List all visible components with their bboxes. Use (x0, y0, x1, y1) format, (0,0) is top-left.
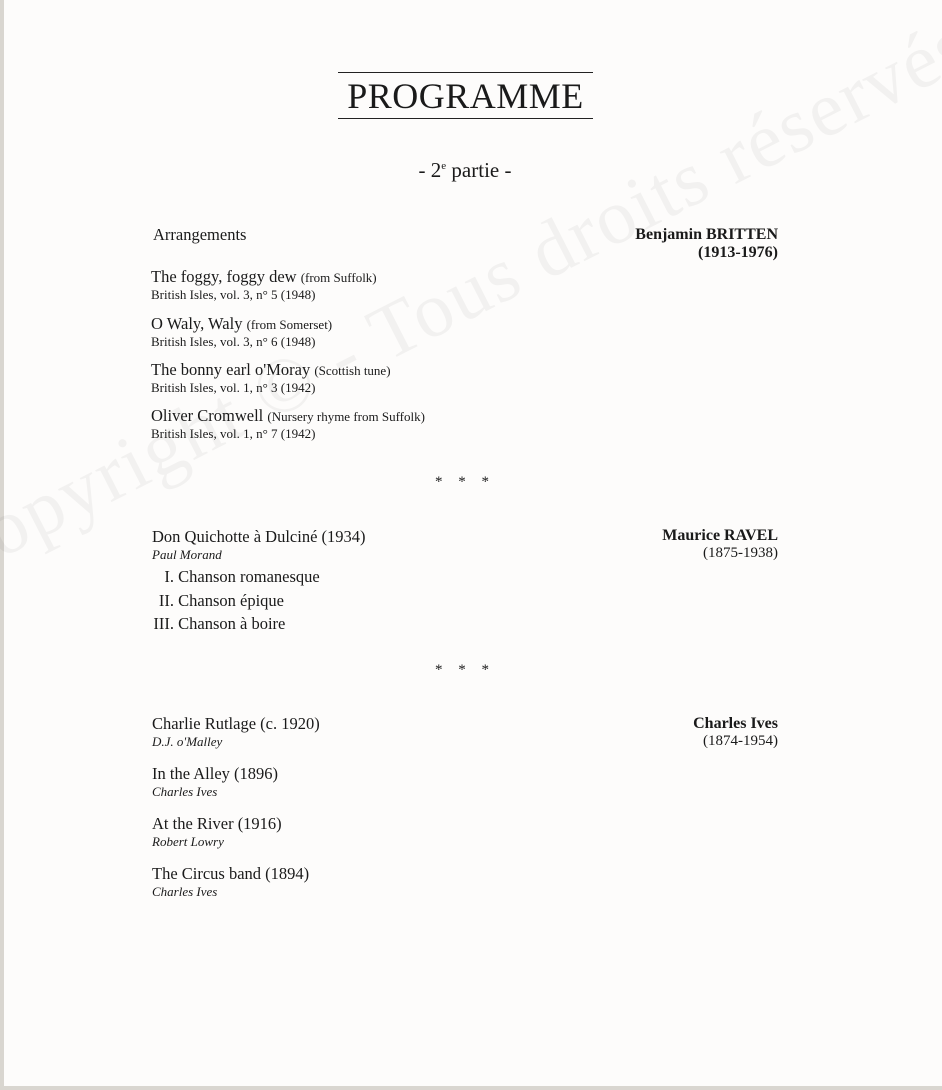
subtitle-prefix: - 2 (418, 158, 442, 182)
work-title: Don Quichotte à Dulciné (1934) (152, 527, 366, 546)
subtitle-suffix: partie - (446, 158, 512, 182)
ives-song (152, 814, 282, 850)
britten-name: Benjamin BRITTEN (635, 226, 778, 243)
arrangements-heading: Arrangements (153, 225, 247, 244)
ravel-work (152, 527, 366, 563)
page-edge-bottom (0, 1086, 942, 1090)
song-poet: D.J. o'Malley (152, 734, 223, 749)
ives-song (152, 714, 320, 750)
section-separator: * * * (435, 474, 495, 490)
song-title: At the River (1916) (152, 814, 282, 833)
movement-number: II. (158, 591, 174, 610)
song-title: Charlie Rutlage (c. 1920) (152, 714, 320, 733)
ives-composer: Charles Ives (693, 715, 778, 732)
song-note: (Scottish tune) (314, 363, 391, 378)
movement-item (146, 591, 284, 611)
subtitle-sup: e (441, 160, 447, 172)
movement-title: Chanson romanesque (178, 567, 320, 586)
song-note: (Nursery rhyme from Suffolk) (267, 409, 425, 424)
song-poet: Charles Ives (152, 784, 218, 799)
ravel-dates: (1875-1938) (703, 545, 778, 561)
ravel-composer: Maurice RAVEL (662, 527, 778, 544)
movement-number: III. (153, 614, 174, 633)
song-title: The Circus band (1894) (152, 864, 310, 883)
song-title: In the Alley (1896) (152, 764, 279, 783)
ives-song (152, 764, 278, 800)
britten-dates: (1913-1976) (698, 244, 778, 261)
song-title: O Waly, Waly (151, 314, 243, 333)
song-note: (from Somerset) (246, 317, 333, 332)
song-title: The bonny earl o'Moray (151, 360, 311, 379)
song-title: Oliver Cromwell (151, 406, 264, 425)
song-detail: British Isles, vol. 3, n° 6 (1948) (151, 334, 316, 349)
part-subtitle (0, 158, 930, 183)
movement-title: Chanson à boire (178, 614, 286, 633)
song-detail: British Isles, vol. 1, n° 3 (1942) (151, 380, 316, 395)
britten-song (151, 406, 425, 442)
movement-number: I. (164, 567, 174, 586)
song-note: (from Suffolk) (300, 270, 377, 285)
song-detail: British Isles, vol. 3, n° 5 (1948) (151, 287, 316, 302)
ives-dates: (1874-1954) (703, 733, 778, 749)
title-box (338, 72, 593, 119)
britten-composer (635, 226, 778, 262)
song-detail: British Isles, vol. 1, n° 7 (1942) (151, 426, 316, 441)
britten-song (151, 314, 332, 350)
britten-song (151, 267, 377, 303)
song-title: The foggy, foggy dew (151, 267, 297, 286)
song-poet: Charles Ives (152, 884, 218, 899)
section-separator: * * * (435, 662, 495, 678)
movement-title: Chanson épique (178, 591, 284, 610)
work-poet: Paul Morand (152, 547, 222, 562)
ives-song (152, 864, 309, 900)
movement-item (146, 567, 320, 587)
movement-item (146, 614, 285, 634)
page-title: PROGRAMME (347, 76, 584, 116)
britten-song (151, 360, 391, 396)
song-poet: Robert Lowry (152, 834, 224, 849)
